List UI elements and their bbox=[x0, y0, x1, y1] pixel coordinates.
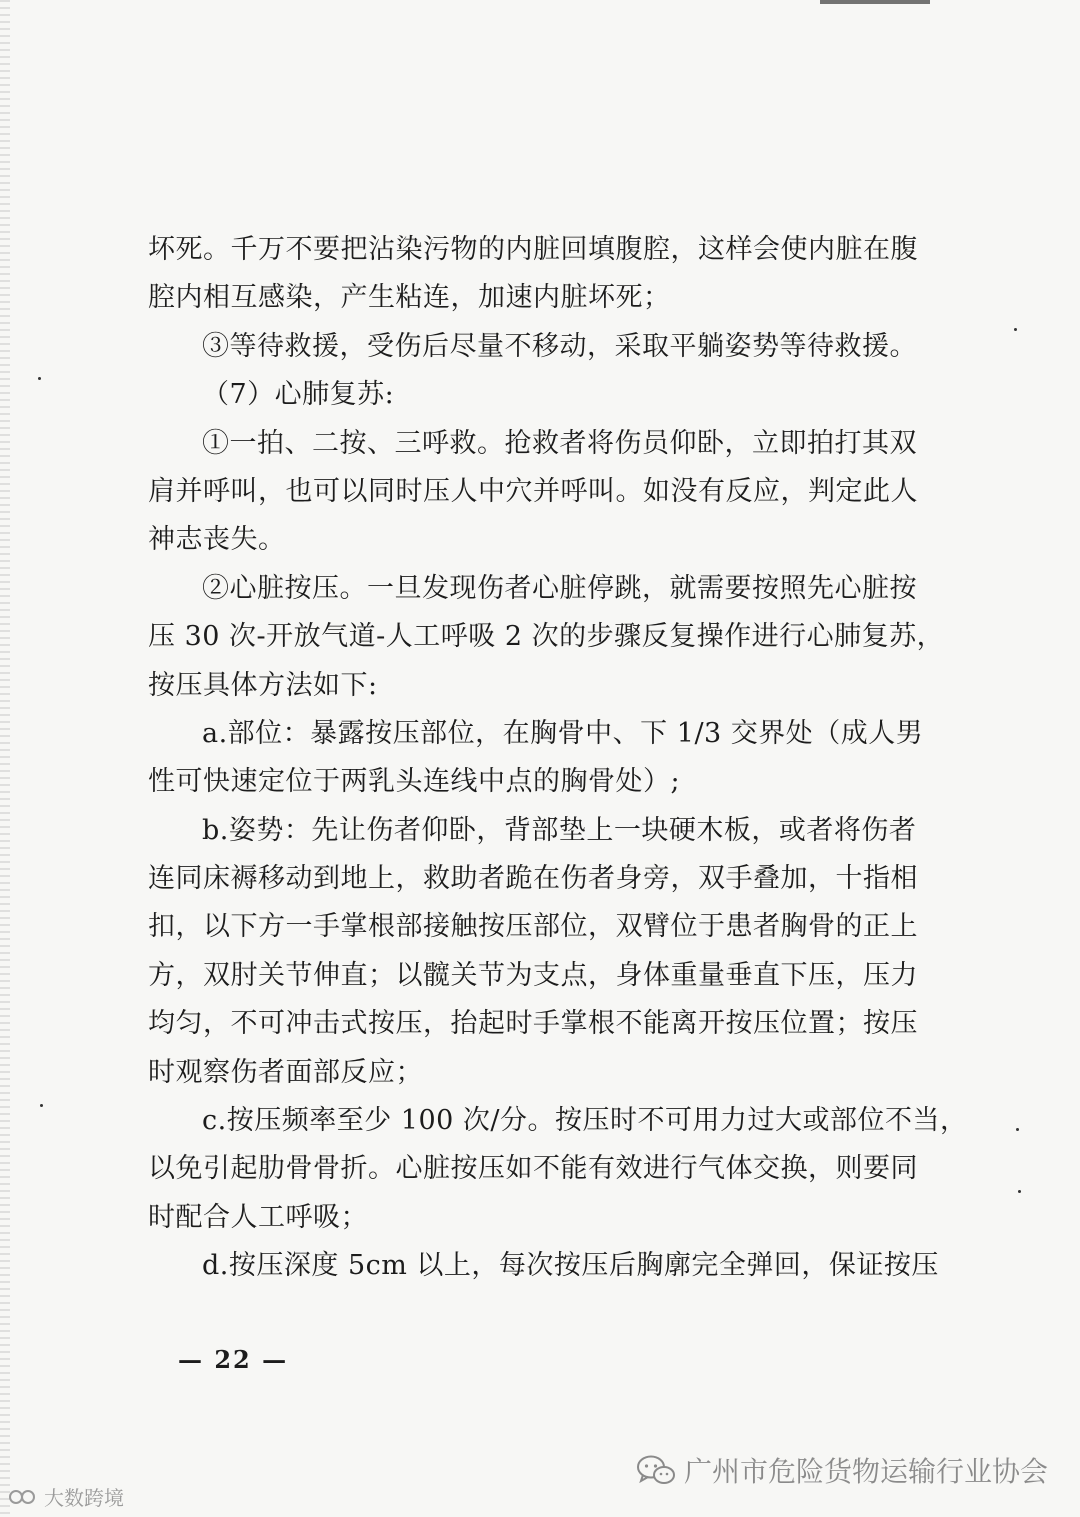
text-line: 连同床褥移动到地上，救助者跪在伤者身旁，双手叠加，十指相 bbox=[148, 863, 918, 895]
corner-logo-text: 大数跨境 bbox=[44, 1486, 124, 1510]
scan-speck bbox=[1014, 328, 1017, 331]
text-line: 压 30 次-开放气道-人工呼吸 2 次的步骤反复操作进行心肺复苏， bbox=[148, 621, 945, 653]
text-line: ②心脏按压。一旦发现伤者心脏停跳，就需要按照先心脏按 bbox=[202, 572, 917, 604]
text-line: c.按压频率至少 100 次/分。按压时不可用力过大或部位不当， bbox=[202, 1105, 968, 1137]
section-heading: （7）心肺复苏: bbox=[202, 379, 395, 411]
document-body bbox=[148, 226, 968, 1291]
text-line: d.按压深度 5cm 以上，每次按压后胸廓完全弹回，保证按压 bbox=[202, 1250, 939, 1282]
text-line: 按压具体方法如下: bbox=[148, 669, 378, 701]
text-line: 性可快速定位于两乳头连线中点的胸骨处）; bbox=[148, 766, 681, 798]
text-line: 时配合人工呼吸； bbox=[148, 1201, 368, 1233]
scan-top-mark bbox=[820, 0, 930, 4]
text-line: 时观察伤者面部反应； bbox=[148, 1056, 423, 1088]
wechat-icon bbox=[636, 1454, 676, 1486]
text-line: 均匀，不可冲击式按压，抬起时手掌根不能离开按压位置；按压 bbox=[148, 1008, 918, 1040]
text-line: 扣，以下方一手掌根部接触按压部位，双臂位于患者胸骨的正上 bbox=[148, 911, 918, 943]
text-line: ③等待救援，受伤后尽量不移动，采取平躺姿势等待救援。 bbox=[202, 330, 917, 362]
link-icon bbox=[8, 1486, 38, 1508]
text-line: 神志丧失。 bbox=[148, 524, 286, 556]
source-watermark bbox=[636, 1450, 1048, 1490]
text-line: a.部位：暴露按压部位，在胸骨中、下 1/3 交界处（成人男 bbox=[202, 717, 924, 749]
scan-edge-noise bbox=[0, 0, 10, 1517]
scan-speck bbox=[1018, 1190, 1021, 1193]
scan-speck bbox=[40, 1104, 43, 1107]
text-line: ①一拍、二按、三呼救。抢救者将伤员仰卧，立即拍打其双 bbox=[202, 427, 917, 459]
text-line: 以免引起肋骨骨折。心脏按压如不能有效进行气体交换，则要同 bbox=[148, 1153, 918, 1185]
text-line: 坏死。千万不要把沾染污物的内脏回填腹腔，这样会使内脏在腹 bbox=[148, 234, 918, 265]
text-line: 方，双肘关节伸直；以髋关节为支点，身体重量垂直下压，压力 bbox=[148, 959, 918, 991]
text-line: 肩并呼叫，也可以同时压人中穴并呼叫。如没有反应，判定此人 bbox=[148, 475, 918, 507]
page-number: — 22 — bbox=[178, 1345, 289, 1374]
scan-speck bbox=[38, 377, 41, 380]
text-line: 腔内相互感染，产生粘连，加速内脏坏死； bbox=[148, 282, 671, 314]
text-line: b.姿势：先让伤者仰卧，背部垫上一块硬木板，或者将伤者 bbox=[202, 814, 917, 846]
watermark-text: 广州市危险货物运输行业协会 bbox=[683, 1455, 1048, 1488]
corner-logo bbox=[8, 1482, 124, 1511]
scan-speck bbox=[1016, 1128, 1019, 1131]
